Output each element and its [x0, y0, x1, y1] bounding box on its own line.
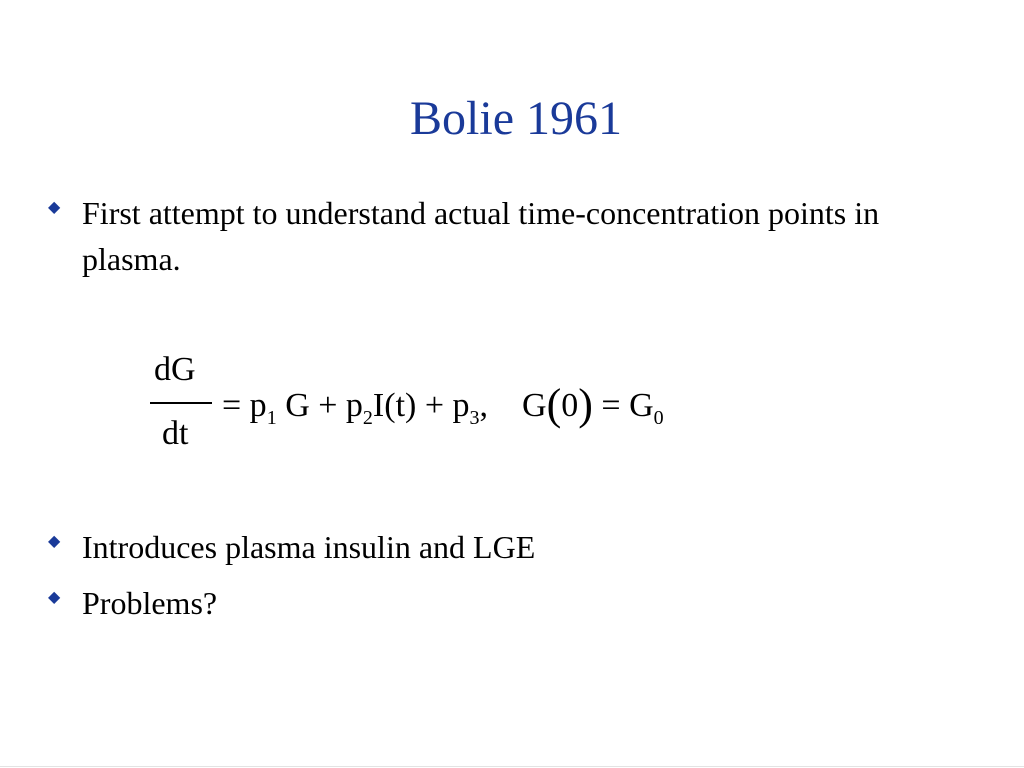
subscript-0: 0 [653, 407, 664, 429]
bullet-text: First attempt to understand actual time-concentration points in plasma. [82, 195, 880, 277]
bullet-text: Introduces plasma insulin and LGE [82, 529, 536, 565]
equation-right-side [222, 380, 664, 429]
paren-close: ) [578, 380, 593, 429]
insulin-term: I(t) + p [372, 387, 470, 424]
subscript-1: 1 [266, 407, 277, 429]
equals-p: = p [222, 387, 267, 424]
bullet-item [48, 524, 535, 570]
fraction-denominator: dt [162, 415, 189, 452]
fraction-numerator: dG [154, 351, 196, 388]
bullet-item [48, 190, 942, 282]
bullet-item [48, 580, 217, 626]
subscript-2: 2 [362, 407, 373, 429]
equals-g: = G [601, 387, 654, 424]
diamond-bullet-icon: ◆ [48, 589, 61, 606]
fraction-bar [150, 402, 212, 404]
slide-title: Bolie 1961 [410, 92, 622, 145]
diamond-bullet-icon: ◆ [48, 199, 61, 216]
zero-value: 0 [561, 387, 579, 424]
paren-open: ( [546, 380, 562, 429]
differential-equation [150, 345, 790, 455]
footer-divider [0, 766, 1024, 767]
initial-condition-g: G [522, 387, 547, 424]
subscript-3: 3 [469, 407, 480, 429]
diamond-bullet-icon: ◆ [48, 533, 61, 550]
bullet-text: Problems? [82, 585, 218, 621]
comma: , [479, 387, 489, 424]
g-plus-p: G + p [285, 387, 363, 424]
